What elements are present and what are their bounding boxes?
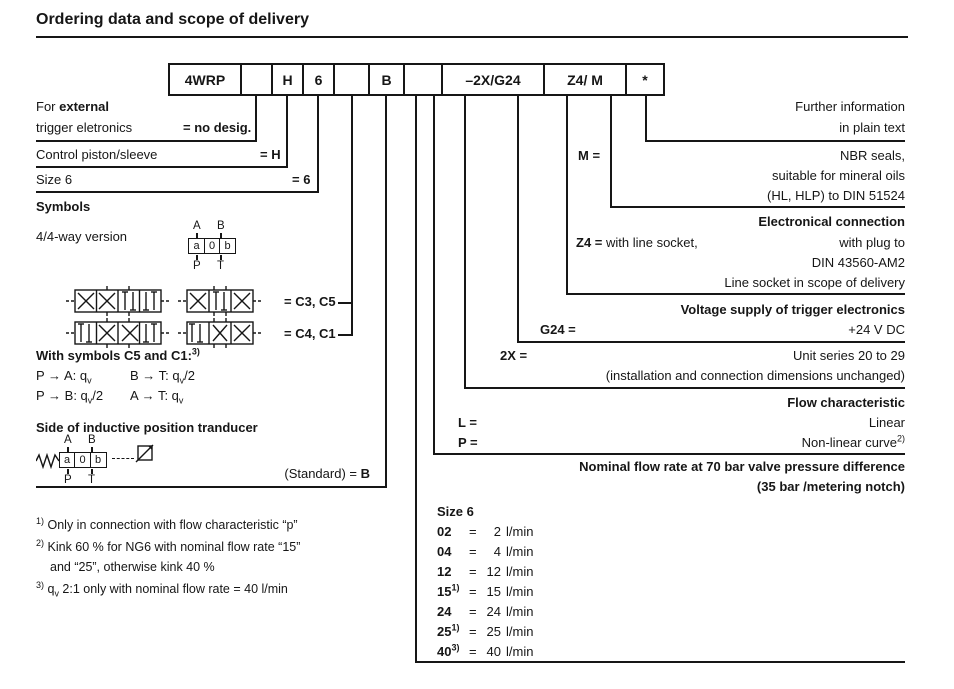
series-label: 2X = bbox=[500, 348, 528, 363]
unit: l/min bbox=[506, 544, 534, 559]
footnote-mark: 1) bbox=[36, 515, 45, 526]
code-box-size bbox=[302, 63, 335, 96]
way-version-label: 4/4-way version bbox=[36, 229, 128, 244]
connector-line bbox=[36, 166, 288, 168]
control-piston-value: = H bbox=[260, 147, 281, 162]
table-cell-value: 4 bbox=[493, 544, 501, 559]
table-row bbox=[437, 544, 533, 564]
m-line1: NBR seals, bbox=[839, 148, 905, 163]
table-cell-code bbox=[437, 544, 469, 559]
flow-note bbox=[130, 368, 195, 386]
table-cell-value: 40 bbox=[486, 644, 501, 659]
code-box-further-info bbox=[625, 63, 665, 96]
footnote-2 bbox=[36, 537, 301, 554]
connector-line bbox=[464, 387, 905, 389]
unit: l/min bbox=[506, 604, 534, 619]
hydraulic-valve-symbol bbox=[66, 286, 170, 316]
equals: = bbox=[469, 564, 477, 579]
table-cell-value: 12 bbox=[486, 564, 501, 579]
valve-position-cell: b bbox=[219, 238, 236, 254]
hydraulic-valve-symbol bbox=[178, 318, 262, 348]
table-cell-value: 2 bbox=[493, 524, 501, 539]
nominal-heading-line1: Nominal flow rate at 70 bar valve pressure difference bbox=[579, 459, 905, 474]
code-box-label: 4WRP bbox=[184, 71, 226, 88]
footnote-mark: 2) bbox=[36, 537, 45, 548]
subscript: v bbox=[87, 395, 93, 406]
heading-text: With symbols C5 and C1: bbox=[36, 348, 192, 363]
connector-line bbox=[464, 96, 466, 389]
l-value: Linear bbox=[868, 415, 905, 430]
connector-line bbox=[645, 96, 647, 142]
unit: l/min bbox=[506, 564, 534, 579]
flow-note bbox=[36, 368, 92, 386]
valve-positions bbox=[60, 452, 107, 468]
valve-position-cell: 0 bbox=[74, 452, 91, 468]
page-title: Ordering data and scope of delivery bbox=[36, 11, 309, 28]
transducer-heading: Side of inductive position tranducer bbox=[36, 420, 258, 435]
port-label-t: T bbox=[217, 260, 225, 272]
flow-note bbox=[130, 388, 184, 406]
equals: = bbox=[469, 584, 477, 599]
connector-line bbox=[610, 206, 905, 208]
footnote-mark: 1) bbox=[451, 622, 460, 633]
footnote-2-cont bbox=[50, 560, 215, 574]
footnote-3 bbox=[36, 579, 288, 599]
code-box-label: * bbox=[642, 71, 648, 88]
code-box-label: B bbox=[381, 71, 392, 88]
code-box-series-voltage bbox=[441, 63, 545, 96]
label-text: (Standard) = bbox=[284, 466, 357, 481]
table-row bbox=[437, 624, 533, 644]
hydraulic-valve-symbol bbox=[178, 286, 262, 316]
equals: = bbox=[469, 624, 477, 639]
flow-table-size-heading: Size 6 bbox=[437, 504, 474, 519]
connector-line bbox=[338, 302, 353, 304]
code-box-series bbox=[168, 63, 242, 96]
external-electronics-label2: trigger eletronics bbox=[36, 120, 133, 135]
spring-icon bbox=[36, 453, 60, 469]
subscript: v bbox=[87, 375, 92, 386]
connector-line bbox=[286, 96, 288, 168]
connector-line bbox=[36, 486, 387, 488]
subscript: v bbox=[179, 375, 185, 386]
footnote-1 bbox=[36, 515, 298, 532]
with-symbols-heading bbox=[36, 348, 200, 363]
footnote-mark: 3) bbox=[36, 579, 45, 590]
port-label-t: T bbox=[88, 474, 96, 486]
table-cell-value: 15 bbox=[486, 584, 501, 599]
connector-line bbox=[415, 96, 417, 663]
connector-line bbox=[338, 334, 353, 336]
footnote-mark: 3) bbox=[191, 346, 200, 357]
z4-line1: with plug to bbox=[839, 235, 905, 250]
note-text: B → T: q bbox=[130, 368, 180, 383]
note-text: /2 bbox=[184, 368, 195, 383]
label-text: For bbox=[36, 99, 60, 114]
z4-inline-text: with line socket, bbox=[606, 235, 698, 250]
value-text: Non-linear curve bbox=[801, 435, 897, 450]
connector-line bbox=[351, 96, 353, 336]
table-row bbox=[437, 564, 533, 584]
code: 12 bbox=[437, 564, 452, 579]
valve-position-cell: a bbox=[188, 238, 205, 254]
z4-line2: DIN 43560-AM2 bbox=[811, 255, 905, 270]
port-label-a: A bbox=[193, 220, 201, 232]
valve-position-cell: a bbox=[59, 452, 76, 468]
dashed-link bbox=[112, 458, 134, 459]
size-label: Size 6 bbox=[36, 172, 73, 187]
valve-symbol-4way bbox=[188, 220, 248, 276]
code-box-label: Z4/ M bbox=[567, 71, 603, 88]
external-electronics-label bbox=[36, 99, 109, 114]
l-label: L = bbox=[458, 415, 477, 430]
footnote-mark: 3) bbox=[451, 642, 460, 653]
code-box-trigger-electronics bbox=[240, 63, 273, 96]
code-box-label: H bbox=[282, 71, 293, 88]
table-cell-code bbox=[437, 524, 469, 539]
table-cell-value: 24 bbox=[486, 604, 501, 619]
footnote-text: Only in connection with flow characteristic “p” bbox=[47, 518, 298, 532]
connector-line bbox=[433, 96, 435, 455]
code: 02 bbox=[437, 524, 452, 539]
unit: l/min bbox=[506, 584, 534, 599]
z4-line3: Line socket in scope of delivery bbox=[724, 275, 905, 290]
m-label: M = bbox=[578, 148, 601, 163]
table-row bbox=[437, 524, 533, 544]
size-value: = 6 bbox=[292, 172, 311, 187]
code: 15 bbox=[437, 584, 452, 599]
table-row bbox=[437, 644, 533, 664]
code-box-label: 6 bbox=[314, 71, 323, 88]
position-transducer-icon bbox=[134, 442, 156, 464]
note-text: P → B: q bbox=[36, 388, 88, 403]
table-cell-code bbox=[437, 644, 469, 659]
equals: = bbox=[469, 644, 477, 659]
code-box-flow bbox=[403, 63, 443, 96]
transducer-symbol bbox=[36, 434, 186, 486]
port-label-p: P bbox=[193, 260, 201, 272]
g24-label: G24 = bbox=[540, 322, 576, 337]
port-label-b: B bbox=[88, 434, 96, 446]
hydraulic-valve-symbol bbox=[66, 318, 170, 348]
further-info-line2: in plain text bbox=[839, 120, 905, 135]
footnote-text: 2:1 only with nominal flow rate = 40 l/min bbox=[58, 582, 288, 596]
table-cell-code bbox=[437, 564, 469, 579]
footnote-text: q bbox=[47, 582, 55, 596]
standard-value bbox=[260, 466, 370, 481]
p-label: P = bbox=[458, 435, 478, 450]
flow-note bbox=[36, 388, 104, 406]
symbols-heading: Symbols bbox=[36, 199, 91, 214]
subscript: v bbox=[54, 588, 59, 599]
symbol-row1-value: = C3, C5 bbox=[284, 294, 336, 309]
connector-line bbox=[610, 96, 612, 208]
m-line3: (HL, HLP) to DIN 51524 bbox=[766, 188, 905, 203]
flow-rate-table bbox=[437, 524, 533, 664]
further-info-line1: Further information bbox=[795, 99, 905, 114]
port-label-b: B bbox=[217, 220, 225, 232]
footnote-mark: 2) bbox=[896, 433, 905, 444]
connector-line bbox=[255, 96, 257, 142]
table-cell-code bbox=[437, 584, 469, 599]
port-label-p: P bbox=[64, 474, 72, 486]
equals: = bbox=[469, 604, 477, 619]
footnote-text: Kink 60 % for NG6 with nominal flow rate “15” bbox=[47, 540, 301, 554]
valve-position-cell: 0 bbox=[204, 238, 221, 254]
title-rule bbox=[36, 36, 908, 38]
table-cell-value: 25 bbox=[486, 624, 501, 639]
connector-line bbox=[566, 293, 905, 295]
code-box-socket-seals bbox=[543, 63, 627, 96]
table-cell-code bbox=[437, 604, 469, 619]
code: 25 bbox=[437, 624, 452, 639]
connector-line bbox=[36, 140, 257, 142]
connector-line bbox=[433, 453, 905, 455]
valve-position-cell: b bbox=[90, 452, 107, 468]
note-text: P → A: q bbox=[36, 368, 88, 383]
connector-line bbox=[385, 96, 387, 488]
nominal-heading-line2: (35 bar /metering notch) bbox=[756, 479, 905, 494]
code-box-label: –2X/G24 bbox=[465, 71, 521, 88]
voltage-heading: Voltage supply of trigger electronics bbox=[680, 302, 905, 317]
z4-label-line bbox=[576, 235, 698, 250]
note-text: /2 bbox=[92, 388, 104, 403]
control-piston-label: Control piston/sleeve bbox=[36, 147, 158, 162]
code: 40 bbox=[437, 644, 452, 659]
unit: l/min bbox=[506, 524, 534, 539]
flow-char-heading: Flow characteristic bbox=[787, 395, 905, 410]
note-text: A → T: q bbox=[130, 388, 179, 403]
equals: = bbox=[469, 524, 477, 539]
footnote-text: and “25”, otherwise kink 40 % bbox=[50, 560, 215, 574]
connector-line bbox=[517, 96, 519, 343]
p-value bbox=[802, 435, 905, 450]
table-row bbox=[437, 604, 533, 624]
footnote-mark: 1) bbox=[451, 582, 460, 593]
valve-positions bbox=[190, 238, 237, 254]
connector-line bbox=[317, 96, 319, 193]
series-line2: (installation and connection dimensions unchanged) bbox=[605, 368, 905, 383]
code-box-control-piston bbox=[271, 63, 304, 96]
connector-line bbox=[517, 341, 905, 343]
table-cell-code bbox=[437, 624, 469, 639]
z4-label: Z4 = bbox=[576, 235, 603, 250]
g24-value: +24 V DC bbox=[848, 322, 905, 337]
code-box-transducer-side bbox=[368, 63, 405, 96]
unit: l/min bbox=[506, 624, 534, 639]
label-text-bold: external bbox=[59, 99, 109, 114]
symbol-row2-value: = C4, C1 bbox=[284, 326, 336, 341]
subscript: v bbox=[178, 395, 184, 406]
code-box-symbol bbox=[333, 63, 370, 96]
series-line1: Unit series 20 to 29 bbox=[792, 348, 905, 363]
code: 24 bbox=[437, 604, 452, 619]
equals: = bbox=[469, 544, 477, 559]
table-row bbox=[437, 584, 533, 604]
connector-line bbox=[36, 191, 319, 193]
port-label-a: A bbox=[64, 434, 72, 446]
electrical-heading: Electronical connection bbox=[758, 214, 905, 229]
unit: l/min bbox=[506, 644, 534, 659]
connector-line bbox=[645, 140, 905, 142]
external-electronics-value: = no desig. bbox=[183, 120, 252, 135]
m-line2: suitable for mineral oils bbox=[772, 168, 905, 183]
connector-line bbox=[566, 96, 568, 295]
code: 04 bbox=[437, 544, 452, 559]
value-bold: B bbox=[360, 466, 370, 481]
